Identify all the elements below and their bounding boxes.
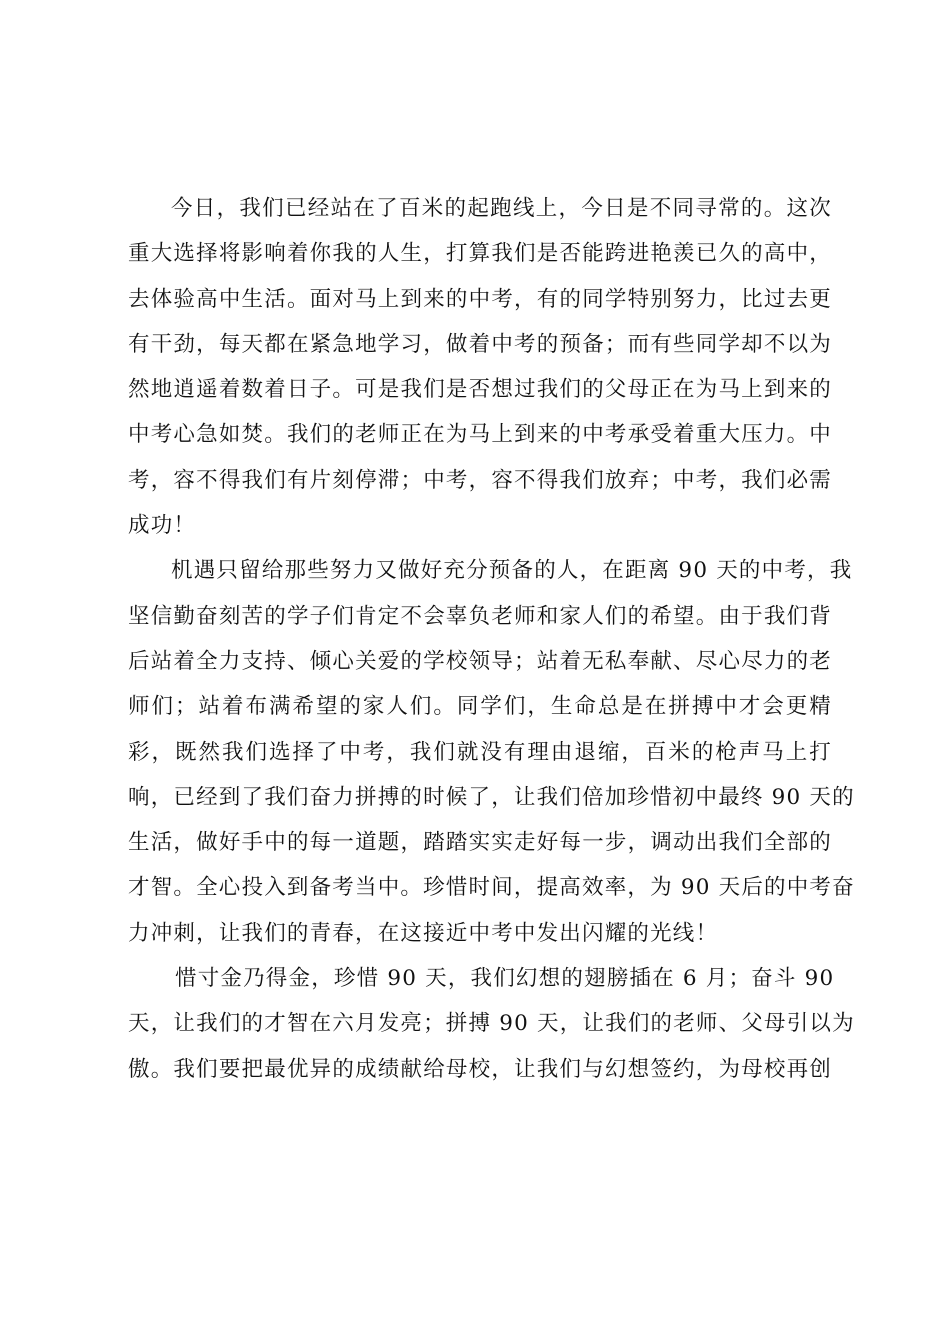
text-line: 成功！ [128,513,197,539]
text-line: 有干劲，每天都在紧急地学习，做着中考的预备；而有些同学却不以为 [128,331,832,357]
text-line: 响，已经到了我们奋力拼搏的时候了，让我们倍加珍惜初中最终 90 天的 [128,784,855,810]
text-line: 重大选择将影响着你我的人生，打算我们是否能跨进艳羡已久的高中， [128,241,832,267]
text-line: 才智。全心投入到备考当中。珍惜时间，提高效率，为 90 天后的中考奋 [128,875,855,901]
text-line: 考，容不得我们有片刻停滞；中考，容不得我们放弃；中考，我们必需 [128,467,832,493]
text-line: 师们；站着布满希望的家人们。同学们，生命总是在拼搏中才会更精 [128,694,832,720]
text-line: 后站着全力支持、倾心关爱的学校领导；站着无私奉献、尽心尽力的老 [128,648,832,674]
text-line: 彩，既然我们选择了中考，我们就没有理由退缩，百米的枪声马上打 [128,739,832,765]
text-line: 力冲刺，让我们的青春，在这接近中考中发出闪耀的光线！ [128,920,719,946]
paragraph-1 [128,186,832,548]
text-line: 惜寸金乃得金，珍惜 90 天，我们幻想的翅膀插在 6 月；奋斗 90 [175,966,835,992]
text-line: 然地逍遥着数着日子。可是我们是否想过我们的父母正在为马上到来的 [128,377,832,403]
text-line: 坚信勤奋刻苦的学子们肯定不会辜负老师和家人们的希望。由于我们背 [128,603,832,629]
text-line: 傲。我们要把最优异的成绩献给母校，让我们与幻想签约，为母校再创 [128,1056,832,1082]
body-text [128,186,855,1092]
text-line: 机遇只留给那些努力又做好充分预备的人，在距离 90 天的中考，我 [171,558,853,584]
paragraph-2 [128,548,855,956]
text-line: 生活，做好手中的每一道题，踏踏实实走好每一步，调动出我们全部的 [128,830,832,856]
text-line: 中考心急如焚。我们的老师正在为马上到来的中考承受着重大压力。中 [128,422,832,448]
text-line: 去体验高中生活。面对马上到来的中考，有的同学特别努力，比过去更 [128,286,832,312]
text-line: 天，让我们的才智在六月发亮；拼搏 90 天，让我们的老师、父母引以为 [128,1011,855,1037]
paragraph-3 [128,956,855,1092]
text-line: 今日，我们已经站在了百米的起跑线上，今日是不同寻常的。这次 [171,196,832,221]
